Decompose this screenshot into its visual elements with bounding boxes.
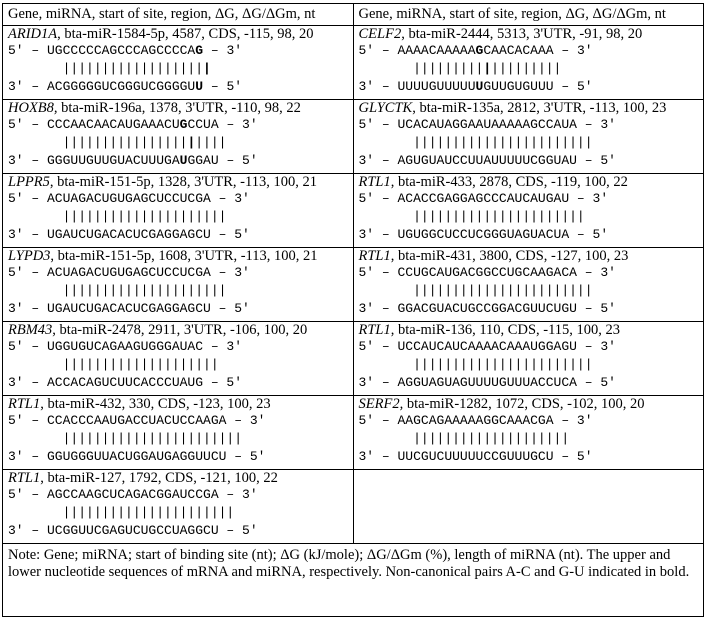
sequence-segment: 3' – UGAUCUGACACUCGAGGAGCU – 5'	[8, 227, 250, 242]
sequence-segment: 5' – AGCCAAGCUCAGACGGAUCCGA – 3'	[8, 487, 258, 502]
noncanonical-base: U	[195, 79, 204, 94]
sequence-segment: 3' – UGAUCUGACACUCGAGGAGCU – 5'	[8, 301, 250, 316]
gene-name: RTL1	[358, 322, 391, 338]
mrna-sequence	[8, 116, 353, 134]
mirna-sequence	[359, 374, 704, 392]
noncanonical-base: |	[203, 61, 211, 76]
pairing-bars	[8, 60, 353, 78]
sequence-segment: CAACACAAA – 3'	[483, 43, 593, 58]
mrna-sequence	[359, 412, 704, 430]
table-row	[3, 470, 704, 544]
noncanonical-base: G	[179, 117, 188, 132]
sequence-segment: 5' – CCCAACAACAUGAAACU	[8, 117, 180, 132]
site-info: , bta-miR-431, 3800, CDS, -127, 100, 23	[390, 248, 629, 264]
header-label: Gene, miRNA, start of site, region, ΔG, ΔG/ΔGm, nt	[358, 6, 666, 22]
noncanonical-base: G	[195, 43, 204, 58]
pairing-bars	[359, 356, 704, 374]
binding-site-cell	[3, 174, 354, 248]
mrna-sequence	[359, 190, 704, 208]
mrna-sequence	[8, 338, 353, 356]
mrna-sequence	[8, 42, 353, 60]
table-row	[3, 26, 704, 100]
mirna-sequence	[8, 226, 353, 244]
pairing-bars	[8, 282, 353, 300]
sequence-segment: 5' – ACUAGACUGUGAGCUCCUCGA – 3'	[8, 265, 250, 280]
binding-site-cell	[353, 322, 704, 396]
site-title	[8, 470, 353, 486]
sequence-segment: 3' – UCGGUUCGAGUCUGCCUAGGCU – 5'	[8, 523, 258, 538]
binding-site-cell	[3, 26, 354, 100]
site-info: , bta-miR-135a, 2812, 3'UTR, -113, 100, 23	[412, 100, 667, 116]
sequence-segment: 3' – AGGUAGUAGUUUUGUUUACCUCA – 5'	[358, 375, 616, 390]
site-title	[359, 26, 704, 42]
pairing-bars	[8, 356, 353, 374]
header-label: Gene, miRNA, start of site, region, ΔG, ΔG/ΔGm, nt	[8, 6, 316, 22]
pairing-bars	[8, 134, 353, 152]
gene-name: RTL1	[358, 174, 391, 190]
sequence-segment: |||||||||||||||||||||||	[358, 135, 593, 150]
mrna-sequence	[359, 264, 704, 282]
pairing-bars	[359, 282, 704, 300]
site-info: , bta-miR-2478, 2911, 3'UTR, -106, 100, 20	[52, 322, 308, 338]
mirna-sequence	[359, 78, 704, 96]
sequence-segment: 3' – UUUUGUUUUU	[358, 79, 476, 94]
sequence-segment: – 3'	[203, 43, 243, 58]
mirna-sequence	[8, 300, 353, 318]
mirna-sequence	[359, 300, 704, 318]
sequence-segment: ||||||||||||||||||	[8, 61, 204, 76]
binding-site-cell	[3, 322, 354, 396]
sequence-segment: GUUGUGUUU – 5'	[483, 79, 593, 94]
gene-name: LYPD3	[8, 248, 51, 264]
site-info: , bta-miR-2444, 5313, 3'UTR, -91, 98, 20	[401, 26, 643, 42]
pairing-bars	[8, 504, 353, 522]
noncanonical-base: G	[475, 43, 484, 58]
gene-name: HOXB8,	[8, 100, 58, 116]
sequence-segment: 3' – GGACGUACUGCCGGACGUUCUGU – 5'	[358, 301, 616, 316]
mirna-sequence	[8, 522, 353, 540]
site-info: , bta-miR-1584-5p, 4587, CDS, -115, 98, 20	[57, 26, 314, 42]
sequence-segment: 5' – CCACCCAAUGACCUACUCCAAGA – 3'	[8, 413, 266, 428]
mirna-sequence	[8, 448, 353, 466]
site-info: , bta-miR-432, 330, CDS, -123, 100, 23	[40, 396, 271, 412]
site-title	[8, 322, 353, 338]
sequence-segment: GGAU – 5'	[187, 153, 258, 168]
sequence-segment: 5' – AAGCAGAAAAAGGCAAACGA – 3'	[358, 413, 593, 428]
binding-site-cell	[353, 248, 704, 322]
binding-site-cell	[353, 174, 704, 248]
site-title	[8, 100, 353, 116]
mrna-sequence	[8, 190, 353, 208]
mrna-sequence	[8, 264, 353, 282]
sequence-segment: |||||||||	[358, 61, 484, 76]
sequence-segment: ||||||||||||||||||||	[358, 431, 570, 446]
mirna-binding-table	[2, 3, 704, 617]
sequence-segment: 3' – UGUGGCUCCUCGGGUAGUACUA – 5'	[358, 227, 609, 242]
sequence-segment: 5' – UGGUGUCAGAAGUGGGAUAC – 3'	[8, 339, 243, 354]
site-info: , bta-miR-136, 110, CDS, -115, 100, 23	[390, 322, 621, 338]
mirna-sequence	[359, 226, 704, 244]
mrna-sequence	[8, 486, 353, 504]
sequence-segment: ||||||||||||||||||||||	[358, 209, 585, 224]
noncanonical-base: |	[187, 135, 196, 150]
sequence-segment: 5' – UCCAUCAUCAAAACAAAUGGAGU – 3'	[358, 339, 616, 354]
mirna-sequence	[8, 78, 353, 96]
binding-site-cell	[353, 100, 704, 174]
noncanonical-base: |	[483, 61, 492, 76]
site-title	[359, 322, 704, 338]
pairing-bars	[8, 430, 353, 448]
mirna-sequence	[8, 374, 353, 392]
site-title	[8, 26, 353, 42]
pairing-bars	[8, 208, 353, 226]
mrna-sequence	[8, 412, 353, 430]
sequence-segment: 5' – AAAACAAAAA	[358, 43, 476, 58]
gene-name: CELF2	[358, 26, 402, 42]
sequence-segment: CCUA – 3'	[187, 117, 258, 132]
sequence-segment: 5' – ACUAGACUGUGAGCUCCUCGA – 3'	[8, 191, 250, 206]
header-cell-left	[3, 4, 354, 26]
sequence-segment: 3' – UUCGUCUUUUUCCGUUUGCU – 5'	[358, 449, 593, 464]
site-info: , bta-miR-433, 2878, CDS, -119, 100, 22	[390, 174, 628, 190]
pairing-bars	[359, 134, 704, 152]
site-title	[8, 248, 353, 264]
noncanonical-base: U	[475, 79, 484, 94]
site-title	[359, 396, 704, 412]
binding-site-cell	[353, 26, 704, 100]
gene-name: RTL1	[8, 396, 41, 412]
mirna-sequence	[359, 448, 704, 466]
sequence-segment: |||||||||||||||||||||	[8, 283, 227, 298]
table-row	[3, 322, 704, 396]
mrna-sequence	[359, 116, 704, 134]
site-title	[8, 396, 353, 412]
gene-name: LPPR5	[8, 174, 50, 190]
sequence-segment: 5' – ACACCGAGGAGCCCAUCAUGAU – 3'	[358, 191, 609, 206]
site-info: , bta-miR-151-5p, 1608, 3'UTR, -113, 100, 21	[50, 248, 318, 264]
table-row	[3, 174, 704, 248]
sequence-segment: 3' – GGGUUGUUGUACUUUGA	[8, 153, 180, 168]
binding-site-cell	[3, 248, 354, 322]
site-title	[359, 100, 704, 116]
sequence-segment: |||||||||||||||||||||	[8, 209, 227, 224]
binding-site-cell	[353, 396, 704, 470]
table-row	[3, 100, 704, 174]
site-info: bta-miR-196a, 1378, 3'UTR, -110, 98, 22	[57, 100, 301, 116]
binding-site-cell	[3, 396, 354, 470]
gene-name: SERF2,	[358, 396, 404, 412]
sequence-segment: ||||	[195, 135, 227, 150]
gene-name: RTL1	[358, 248, 391, 264]
mirna-sequence	[8, 152, 353, 170]
sequence-segment: |||||||||||||||||||||||	[8, 431, 243, 446]
mirna-sequence	[359, 152, 704, 170]
binding-site-cell	[3, 100, 354, 174]
gene-name: ARID1A	[8, 26, 58, 42]
gene-name: RBM43	[8, 322, 53, 338]
sequence-segment: |||||||||	[491, 61, 562, 76]
sequence-segment: 5' – UGCCCCCAGCCCAGCCCCA	[8, 43, 196, 58]
sequence-segment: |||||||||||||||||||||||	[358, 283, 593, 298]
noncanonical-base: U	[179, 153, 188, 168]
site-title	[359, 248, 704, 264]
mrna-sequence	[359, 42, 704, 60]
sequence-segment: ||||||||||||||||||||||	[8, 505, 235, 520]
table-row	[3, 248, 704, 322]
sequence-segment: ||||||||||||||||	[8, 135, 188, 150]
table-row	[3, 396, 704, 470]
sequence-segment: 5' – UCACAUAGGAAUAAAAAGCCAUA – 3'	[358, 117, 616, 132]
pairing-bars	[359, 430, 704, 448]
table-grid	[2, 3, 704, 544]
empty-cell	[353, 470, 704, 544]
sequence-segment: 3' – AGUGUAUCCUUAUUUUUCGGUAU – 5'	[358, 153, 616, 168]
table-footnote: Note: Gene; miRNA; start of binding site (nt); ΔG (kJ/mole); ΔG/ΔGm (%), length of miRNA (nt). The upper and lower nucleotide sequences of mRNA and miRNA, respectively. Non-canonical pairs A-C and G-U indicated in bold.	[2, 544, 704, 617]
mrna-sequence	[359, 338, 704, 356]
site-title	[8, 174, 353, 190]
header-cell-right	[353, 4, 704, 26]
gene-name: GLYCTK	[358, 100, 413, 116]
sequence-segment: 3' – ACCACAGUCUUCACCCUAUG – 5'	[8, 375, 243, 390]
table-header-row	[3, 4, 704, 26]
pairing-bars	[359, 208, 704, 226]
site-info: bta-miR-1282, 1072, CDS, -102, 100, 20	[403, 396, 645, 412]
gene-name: RTL1	[8, 470, 41, 486]
sequence-segment: 3' – ACGGGGGUCGGGUCGGGGU	[8, 79, 196, 94]
sequence-segment: – 5'	[203, 79, 243, 94]
site-info: , bta-miR-127, 1792, CDS, -121, 100, 22	[40, 470, 278, 486]
sequence-segment: 3' – GGUGGGUUACUGGAUGAGGUUCU – 5'	[8, 449, 266, 464]
binding-site-cell	[3, 470, 354, 544]
pairing-bars	[359, 60, 704, 78]
sequence-segment: 5' – CCUGCAUGACGGCCUGCAAGACA – 3'	[358, 265, 616, 280]
site-info: , bta-miR-151-5p, 1328, 3'UTR, -113, 100, 21	[49, 174, 317, 190]
sequence-segment: ||||||||||||||||||||	[8, 357, 219, 372]
site-title	[359, 174, 704, 190]
sequence-segment: |||||||||||||||||||||||	[358, 357, 593, 372]
